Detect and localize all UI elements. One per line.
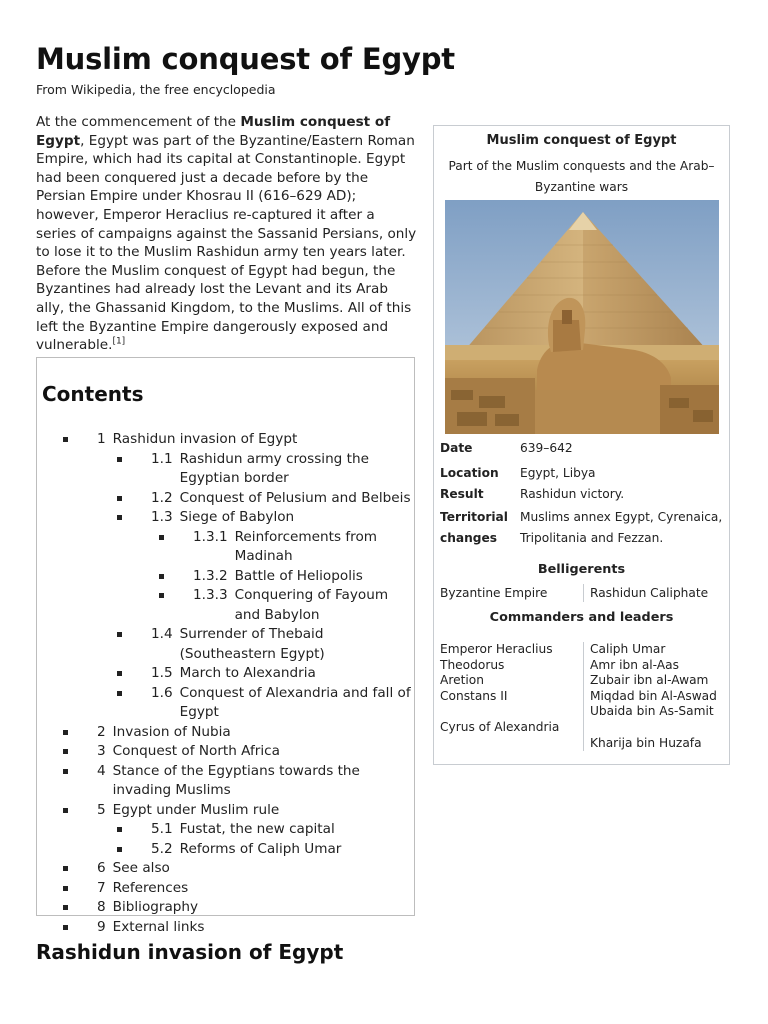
infobox-label: Territorial changes bbox=[440, 510, 508, 545]
commander-name[interactable]: Aretion bbox=[440, 673, 484, 688]
infobox-subtitle[interactable]: Part of the Muslim conquests and the Arab–Byzantine wars bbox=[448, 159, 715, 194]
toc-item[interactable] bbox=[63, 742, 413, 762]
infobox-label: Location bbox=[440, 466, 499, 480]
pyramid-and-sphinx-illustration bbox=[445, 200, 719, 434]
toc-item-number: 7 bbox=[97, 879, 106, 896]
belligerent-left[interactable]: Byzantine Empire bbox=[440, 586, 548, 600]
toc-item-text[interactable]: See also bbox=[112, 860, 170, 876]
toc-item[interactable] bbox=[117, 664, 413, 684]
commander-name[interactable]: Miqdad bin Al-Aswad bbox=[590, 688, 717, 703]
table-of-contents bbox=[36, 357, 415, 935]
toc-item-text[interactable]: Rashidun invasion of Egypt bbox=[112, 431, 298, 447]
commander-name[interactable]: Constans II bbox=[440, 688, 508, 703]
toc-item[interactable] bbox=[63, 918, 413, 938]
infobox-row bbox=[440, 484, 726, 505]
toc-item-number: 1.1 bbox=[151, 450, 173, 467]
toc-item-number: 1 bbox=[97, 431, 106, 447]
commander-name bbox=[440, 704, 583, 720]
toc-item-text[interactable]: Siege of Babylon bbox=[179, 509, 295, 525]
commanders-heading: Commanders and leaders bbox=[489, 610, 674, 625]
toc-item-number: 1.5 bbox=[151, 665, 173, 681]
toc-item-number: 1.4 bbox=[151, 626, 173, 642]
toc-sublist bbox=[159, 528, 413, 626]
toc-item-number: 9 bbox=[97, 918, 106, 935]
toc-list bbox=[63, 430, 413, 937]
lead-text-rest: , Egypt was part of the Byzantine/Eastern Roman Empire, which had its capital at Constantinople. Egypt had been conquered just a decade before by the Persian Empire under Khosrau II (616–629 AD); however, Emperor Heraclius re-captured it after a series of campaigns against the Sassanid Persians, only to lose it to the Muslim Rashidun army ten years later. Before the Muslim conquest of Egypt had begun, the Byzantines had already lost the Levant and its Arab ally, the Ghassanid Kingdom, to the Muslims. All of this left the Byzantine Empire dangerously exposed and vulnerable. bbox=[36, 132, 417, 354]
toc-item[interactable] bbox=[63, 723, 413, 743]
toc-item[interactable] bbox=[63, 898, 413, 918]
toc-item[interactable] bbox=[63, 879, 413, 899]
commander-name[interactable]: Zubair ibn al-Awam bbox=[590, 673, 709, 688]
toc-item-text[interactable]: Conquering of Fayoum and Babylon bbox=[234, 587, 389, 623]
toc-item[interactable] bbox=[117, 840, 413, 860]
toc-item-number: 1.6 bbox=[151, 684, 173, 701]
toc-item-number: 3 bbox=[97, 743, 106, 759]
lead-bold-term: Muslim conquest of Egypt bbox=[36, 114, 391, 149]
toc-item-text[interactable]: External links bbox=[112, 918, 205, 935]
commander-name[interactable]: Ubaida bin As-Samit bbox=[590, 704, 714, 719]
toc-item-text[interactable]: Reforms of Caliph Umar bbox=[179, 840, 342, 857]
toc-item[interactable] bbox=[117, 450, 413, 489]
lead-text-start: At the commencement of the bbox=[36, 114, 241, 130]
reference-link[interactable]: [1] bbox=[112, 336, 126, 347]
toc-item-number: 1.3.3 bbox=[193, 587, 228, 603]
infobox-value: Muslims annex Egypt, Cyrenaica, Tripolitania and Fezzan. bbox=[520, 510, 723, 545]
pyramid-and-sphinx-image[interactable] bbox=[445, 200, 719, 434]
commander-name[interactable]: Amr ibn al-Aas bbox=[590, 657, 679, 672]
toc-title: Contents bbox=[42, 382, 144, 406]
toc-item-text[interactable]: Rashidun army crossing the Egyptian border bbox=[179, 450, 369, 486]
toc-item-text[interactable]: References bbox=[112, 879, 189, 896]
infobox-row bbox=[440, 438, 726, 459]
toc-item[interactable] bbox=[117, 684, 413, 723]
toc-item-text[interactable]: Bibliography bbox=[112, 899, 199, 915]
toc-item-text[interactable]: March to Alexandria bbox=[179, 665, 316, 681]
commander-name[interactable]: Kharija bin Huzafa bbox=[590, 735, 702, 750]
commander-name bbox=[590, 720, 726, 736]
toc-item-text[interactable]: Conquest of Pelusium and Belbeis bbox=[179, 489, 411, 506]
commanders-left bbox=[440, 642, 583, 751]
toc-item-text[interactable]: Conquest of North Africa bbox=[112, 743, 280, 759]
commander-name[interactable]: Cyrus of Alexandria bbox=[440, 719, 560, 734]
infobox-value: Rashidun victory. bbox=[520, 487, 625, 501]
toc-item[interactable] bbox=[63, 801, 413, 860]
toc-item[interactable] bbox=[159, 528, 413, 567]
infobox-row bbox=[440, 463, 726, 484]
toc-item-number: 1.2 bbox=[151, 489, 173, 506]
commanders-row bbox=[440, 642, 726, 751]
toc-item-text[interactable]: Fustat, the new capital bbox=[179, 821, 335, 837]
toc-item[interactable] bbox=[117, 820, 413, 840]
toc-sublist bbox=[117, 450, 413, 723]
infobox-value: Egypt, Libya bbox=[520, 466, 596, 480]
toc-item[interactable] bbox=[159, 567, 413, 587]
toc-sublist bbox=[117, 820, 413, 859]
toc-item-number: 1.3 bbox=[151, 509, 173, 525]
toc-item-number: 8 bbox=[97, 899, 106, 915]
toc-item[interactable] bbox=[63, 762, 413, 801]
toc-item-text[interactable]: Reinforcements from Madinah bbox=[234, 528, 378, 564]
lead-paragraph bbox=[36, 113, 418, 355]
belligerents-heading: Belligerents bbox=[537, 562, 626, 577]
infobox bbox=[433, 125, 730, 765]
infobox-title: Muslim conquest of Egypt bbox=[486, 133, 677, 148]
section-heading: Rashidun invasion of Egypt bbox=[36, 940, 344, 964]
commander-name[interactable]: Theodorus bbox=[440, 657, 505, 672]
toc-item-text[interactable]: Surrender of Thebaid (Southeastern Egypt) bbox=[179, 626, 325, 662]
toc-item[interactable] bbox=[63, 430, 413, 723]
commander-name[interactable]: Emperor Heraclius bbox=[440, 642, 553, 656]
toc-item-text[interactable]: Egypt under Muslim rule bbox=[112, 801, 280, 818]
toc-item-text[interactable]: Invasion of Nubia bbox=[112, 723, 231, 740]
toc-item-number: 1.3.1 bbox=[193, 528, 228, 545]
toc-item-number: 6 bbox=[97, 860, 106, 876]
commanders-right bbox=[583, 642, 726, 751]
page-title: Muslim conquest of Egypt bbox=[36, 42, 455, 76]
toc-item[interactable] bbox=[63, 859, 413, 879]
toc-item-number: 2 bbox=[97, 723, 106, 740]
toc-item-number: 1.3.2 bbox=[193, 567, 228, 584]
infobox-details bbox=[440, 438, 726, 549]
toc-item[interactable] bbox=[159, 586, 413, 625]
infobox-label: Date bbox=[440, 441, 473, 455]
toc-item-text[interactable]: Conquest of Alexandria and fall of Egypt bbox=[179, 684, 411, 720]
commander-name[interactable]: Caliph Umar bbox=[590, 642, 666, 656]
infobox-row bbox=[440, 507, 726, 549]
infobox-label: Result bbox=[440, 487, 484, 501]
toc-item-number: 5.1 bbox=[151, 821, 173, 837]
toc-item[interactable] bbox=[117, 625, 413, 664]
toc-item-number: 5 bbox=[97, 801, 106, 818]
page-subtitle: From Wikipedia, the free encyclopedia bbox=[36, 82, 276, 97]
toc-item[interactable] bbox=[117, 489, 413, 509]
belligerent-right[interactable]: Rashidun Caliphate bbox=[583, 584, 726, 602]
toc-item-number: 4 bbox=[97, 762, 106, 779]
infobox-value: 639–642 bbox=[520, 441, 573, 455]
toc-item-text[interactable]: Battle of Heliopolis bbox=[234, 567, 363, 584]
toc-item-text[interactable]: Stance of the Egyptians towards the invading Muslims bbox=[112, 762, 360, 798]
toc-item-number: 5.2 bbox=[151, 840, 173, 857]
belligerents-row bbox=[440, 584, 726, 602]
toc-item[interactable] bbox=[117, 508, 413, 625]
